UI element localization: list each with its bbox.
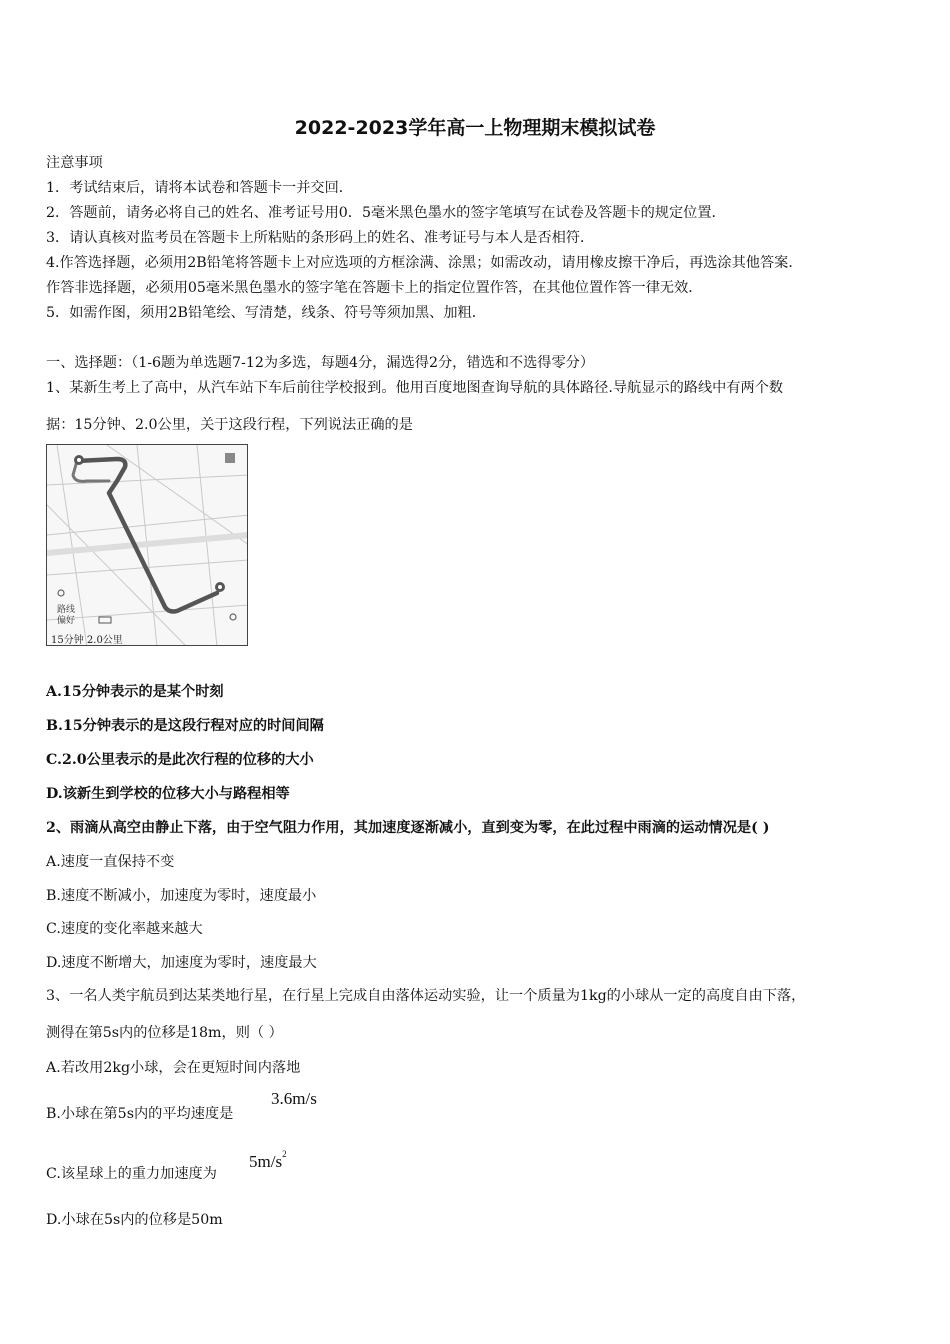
- route-preference-label: [57, 605, 75, 627]
- route-preference-line: 路线: [57, 605, 76, 615]
- question-1-option-c: C.2.0公里表示的是此次行程的位移的大小: [46, 752, 314, 768]
- navigation-map-figure: [46, 444, 248, 646]
- question-2-option-c: C.速度的变化率越来越大: [46, 921, 203, 937]
- question-3-option-d: D.小球在5s内的位移是50m: [46, 1212, 223, 1228]
- question-3-option-b: B.小球在第5s内的平均速度是: [46, 1106, 234, 1122]
- question-3-option-c: C.该星球上的重力加速度为: [46, 1166, 217, 1182]
- question-3-stem: 3、一名人类宇航员到达某类地行星，在行星上完成自由落体运动实验，让一个质量为1kg的小球从一定的高度自由下落，: [46, 988, 806, 1004]
- question-1-stem-cont: 据：15分钟、2.0公里，关于这段行程，下列说法正确的是: [46, 417, 413, 433]
- notice-heading: 注意事项: [46, 155, 103, 171]
- question-3-option-a: A.若改用2kg小球，会在更短时间内落地: [46, 1060, 301, 1076]
- notice-item: 4.作答选择题，必须用2B铅笔将答题卡上对应选项的方框涂满、涂黑；如需改动，请用橡皮擦干净后，再选涂其他答案．: [46, 255, 803, 271]
- question-2-option-d: D.速度不断增大，加速度为零时，速度最大: [46, 955, 317, 971]
- question-2-option-a: A.速度一直保持不变: [46, 854, 175, 870]
- route-preference-line: 偏好: [57, 616, 76, 626]
- notice-item: 1．考试结束后，请将本试卷和答题卡一并交回．: [46, 180, 353, 196]
- question-2-stem: 2、雨滴从高空由静止下落，由于空气阻力作用，其加速度逐渐减小，直到变为零，在此过程中雨滴的运动情况是( ): [46, 820, 770, 836]
- exam-title: 2022-2023学年高一上物理期末模拟试卷: [294, 117, 656, 139]
- notice-item: 2．答题前，请务必将自己的姓名、准考证号用0．5毫米黑色墨水的签字笔填写在试卷及答题卡的规定位置．: [46, 205, 726, 221]
- question-2-option-b: B.速度不断减小，加速度为零时，速度最小: [46, 888, 317, 904]
- map-drawing: [47, 445, 248, 646]
- section-heading: 一、选择题：（1-6题为单选题7-12为多选，每题4分，漏选得2分，错选和不选得零分）: [46, 355, 595, 371]
- route-summary: 15分钟 2.0公里: [51, 635, 123, 646]
- question-3-stem-cont: 测得在第5s内的位移是18m，则（ ）: [46, 1025, 283, 1041]
- notice-item: 作答非选择题，必须用05毫米黑色墨水的签字笔在答题卡上的指定位置作答，在其他位置作答一律无效．: [46, 280, 703, 296]
- question-1-option-a: A.15分钟表示的是某个时刻: [46, 684, 224, 700]
- notice-item: 5．如需作图，须用2B铅笔绘、写清楚，线条、符号等须加黑、加粗．: [46, 305, 486, 321]
- formula-acceleration: [249, 1149, 287, 1172]
- question-1-option-b: B.15分钟表示的是这段行程对应的时间间隔: [46, 718, 324, 734]
- formula-acceleration-base: 5m/s: [249, 1152, 283, 1171]
- notice-item: 3．请认真核对监考员在答题卡上所粘贴的条形码上的姓名、准考证号与本人是否相符．: [46, 230, 595, 246]
- question-1-stem: 1、某新生考上了高中，从汽车站下车后前往学校报到。他用百度地图查询导航的具体路径.导航显示的路线中有两个数: [46, 380, 784, 396]
- formula-velocity: 3.6m/s: [271, 1089, 317, 1108]
- formula-acceleration-exponent: 2: [282, 1149, 287, 1159]
- question-1-option-d: D.该新生到学校的位移大小与路程相等: [46, 786, 290, 802]
